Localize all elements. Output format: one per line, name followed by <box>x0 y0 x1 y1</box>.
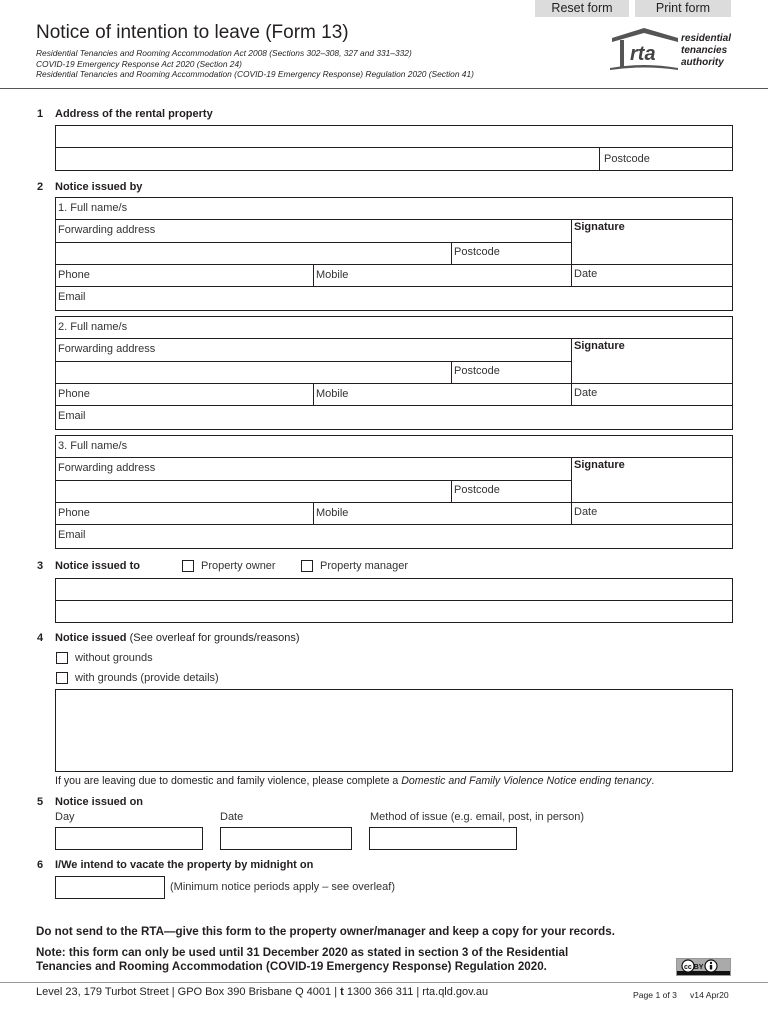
mobile-input[interactable] <box>355 265 570 285</box>
footer-phone-prefix: t <box>340 986 344 998</box>
signature-label: Signature <box>574 221 625 233</box>
section-heading: Notice issued by <box>55 181 143 193</box>
phone-input[interactable] <box>95 265 312 285</box>
validity-note <box>36 946 568 974</box>
mobile-label: Mobile <box>316 507 349 519</box>
forwarding-address-input[interactable] <box>160 339 570 360</box>
form-number: (Form 13) <box>265 22 349 43</box>
section-heading: Address of the rental property <box>55 108 213 120</box>
section-number: 2 <box>37 181 44 193</box>
signature-field[interactable] <box>572 473 732 501</box>
grounds-details-textarea[interactable] <box>55 689 733 772</box>
signature-label: Signature <box>574 340 625 352</box>
section-number: 5 <box>37 796 44 808</box>
full-name-input[interactable] <box>140 198 732 218</box>
postcode-label: Postcode <box>454 484 500 496</box>
do-not-send-notice: Do not send to the RTA—give this form to the property owner/manager and keep a copy for your records. <box>36 925 615 938</box>
section-heading-text: Notice issued <box>55 632 127 644</box>
property-owner-label: Property owner <box>201 560 276 572</box>
rta-logo-icon <box>608 24 680 72</box>
full-name-input[interactable] <box>140 317 732 337</box>
phone-input[interactable] <box>95 384 312 404</box>
form-title: Notice of intention to leave <box>36 22 260 43</box>
with-grounds-label: with grounds (provide details) <box>75 672 219 684</box>
without-grounds-label: without grounds <box>75 652 153 664</box>
logo-mark: rta <box>630 43 656 65</box>
email-label: Email <box>58 291 86 303</box>
legislation-list <box>36 48 474 80</box>
dv-note-text: If you are leaving due to domestic and family violence, please complete a <box>55 775 402 787</box>
section-heading-note: (See overleaf for grounds/reasons) <box>129 632 300 644</box>
issued-to-line-2-input[interactable] <box>56 601 732 622</box>
creative-commons-icon <box>676 958 731 976</box>
forwarding-address-input[interactable] <box>160 220 570 241</box>
page-number: Page 1 of 3 <box>633 990 677 1000</box>
legislation-line: Residential Tenancies and Rooming Accommodation Act 2008 (Sections 302–308, 327 and 331–332) <box>36 48 412 58</box>
property-owner-checkbox[interactable] <box>182 560 194 572</box>
forwarding-address-line-2-input[interactable] <box>56 481 450 501</box>
phone-label: Phone <box>58 388 90 400</box>
section-heading: Notice issued to <box>55 560 140 572</box>
print-form-button[interactable]: Print form <box>635 0 731 17</box>
vacate-date-input[interactable] <box>55 876 165 899</box>
divider <box>599 147 600 171</box>
logo-line: residential <box>681 33 732 44</box>
postcode-label: Postcode <box>454 246 500 258</box>
forwarding-address-line-2-input[interactable] <box>56 362 450 382</box>
divider <box>313 264 314 286</box>
logo-line: authority <box>681 57 724 68</box>
property-manager-label: Property manager <box>320 560 409 572</box>
license-text: cc BY <box>684 964 704 971</box>
date-input[interactable] <box>220 827 352 850</box>
footer-rule <box>0 982 768 983</box>
forwarding-address-label: Forwarding address <box>58 462 156 474</box>
signature-field[interactable] <box>572 354 732 382</box>
mobile-input[interactable] <box>355 384 570 404</box>
email-label: Email <box>58 529 86 541</box>
mobile-input[interactable] <box>355 503 570 523</box>
footer-address-text: Level 23, 179 Turbot Street | GPO Box 390 Brisbane Q 4001 | <box>36 986 341 998</box>
section-heading <box>55 632 300 644</box>
phone-label: Phone <box>58 269 90 281</box>
signed-date-input[interactable] <box>600 384 732 404</box>
postcode-input[interactable] <box>660 148 732 170</box>
method-label: Method of issue (e.g. email, post, in person) <box>370 811 584 823</box>
full-name-label: 1. Full name/s <box>58 202 128 214</box>
section-heading: I/We intend to vacate the property by midnight on <box>55 859 314 871</box>
dv-note-end: . <box>651 775 655 787</box>
footer-contact-text: 1300 366 311 | rta.qld.gov.au <box>343 986 489 998</box>
postcode-input[interactable] <box>510 362 570 382</box>
dv-notice-link: Domestic and Family Violence Notice ending tenancy <box>401 775 652 787</box>
without-grounds-checkbox[interactable] <box>56 652 68 664</box>
divider <box>313 383 314 405</box>
full-name-label: 2. Full name/s <box>58 321 128 333</box>
date-label: Date <box>574 506 598 518</box>
logo-text <box>681 33 731 69</box>
forwarding-address-label: Forwarding address <box>58 343 156 355</box>
postcode-input[interactable] <box>510 481 570 501</box>
signature-field[interactable] <box>572 235 732 263</box>
validity-note-line: Note: this form can only be used until 31 December 2020 as stated in section 3 of the Residential <box>36 946 569 959</box>
full-name-input[interactable] <box>140 436 732 456</box>
phone-label: Phone <box>58 507 90 519</box>
phone-input[interactable] <box>95 503 312 523</box>
minimum-notice-note: (Minimum notice periods apply – see overleaf) <box>170 881 395 893</box>
legislation-line: COVID-19 Emergency Response Act 2020 (Section 24) <box>36 58 242 69</box>
divider <box>451 242 452 264</box>
signed-date-input[interactable] <box>600 265 732 285</box>
section-number: 4 <box>37 632 44 644</box>
legislation-line: Residential Tenancies and Rooming Accommodation (COVID-19 Emergency Response) Regulation 2020 (Section 41) <box>36 69 474 80</box>
header-rule <box>0 88 768 89</box>
date-label: Date <box>574 387 598 399</box>
property-manager-checkbox[interactable] <box>301 560 313 572</box>
postcode-label: Postcode <box>604 153 650 165</box>
day-label: Day <box>55 811 75 823</box>
forwarding-address-line-2-input[interactable] <box>56 243 450 263</box>
postcode-input[interactable] <box>510 243 570 263</box>
method-input[interactable] <box>369 827 517 850</box>
validity-note-line: Tenancies and Rooming Accommodation (COVID-19 Emergency Response) Regulation 2020. <box>36 960 547 973</box>
address-line-1-input[interactable] <box>56 126 732 147</box>
date-label: Date <box>220 811 244 823</box>
divider <box>451 361 452 383</box>
mobile-label: Mobile <box>316 269 349 281</box>
address-line-2-input[interactable] <box>56 148 598 170</box>
email-input[interactable] <box>95 525 732 547</box>
page-title <box>36 22 349 44</box>
email-input[interactable] <box>95 406 732 428</box>
divider <box>313 502 314 524</box>
date-label: Date <box>574 268 598 280</box>
signature-label: Signature <box>574 459 625 471</box>
divider <box>451 480 452 502</box>
signed-date-input[interactable] <box>600 503 732 523</box>
dv-note <box>55 775 654 787</box>
form-version: v14 Apr20 <box>690 990 729 1000</box>
forwarding-address-input[interactable] <box>160 458 570 479</box>
section-number: 6 <box>37 859 44 871</box>
postcode-label: Postcode <box>454 365 500 377</box>
logo-line: tenancies <box>681 45 728 56</box>
reset-form-button[interactable]: Reset form <box>535 0 629 17</box>
section-number: 3 <box>37 560 44 572</box>
section-heading: Notice issued on <box>55 796 144 808</box>
email-input[interactable] <box>95 287 732 309</box>
mobile-label: Mobile <box>316 388 349 400</box>
section-number: 1 <box>37 108 44 120</box>
email-label: Email <box>58 410 86 422</box>
full-name-label: 3. Full name/s <box>58 440 128 452</box>
footer-address <box>36 986 488 998</box>
issued-to-line-1-input[interactable] <box>56 579 732 600</box>
with-grounds-checkbox[interactable] <box>56 672 68 684</box>
forwarding-address-label: Forwarding address <box>58 224 156 236</box>
day-input[interactable] <box>55 827 203 850</box>
